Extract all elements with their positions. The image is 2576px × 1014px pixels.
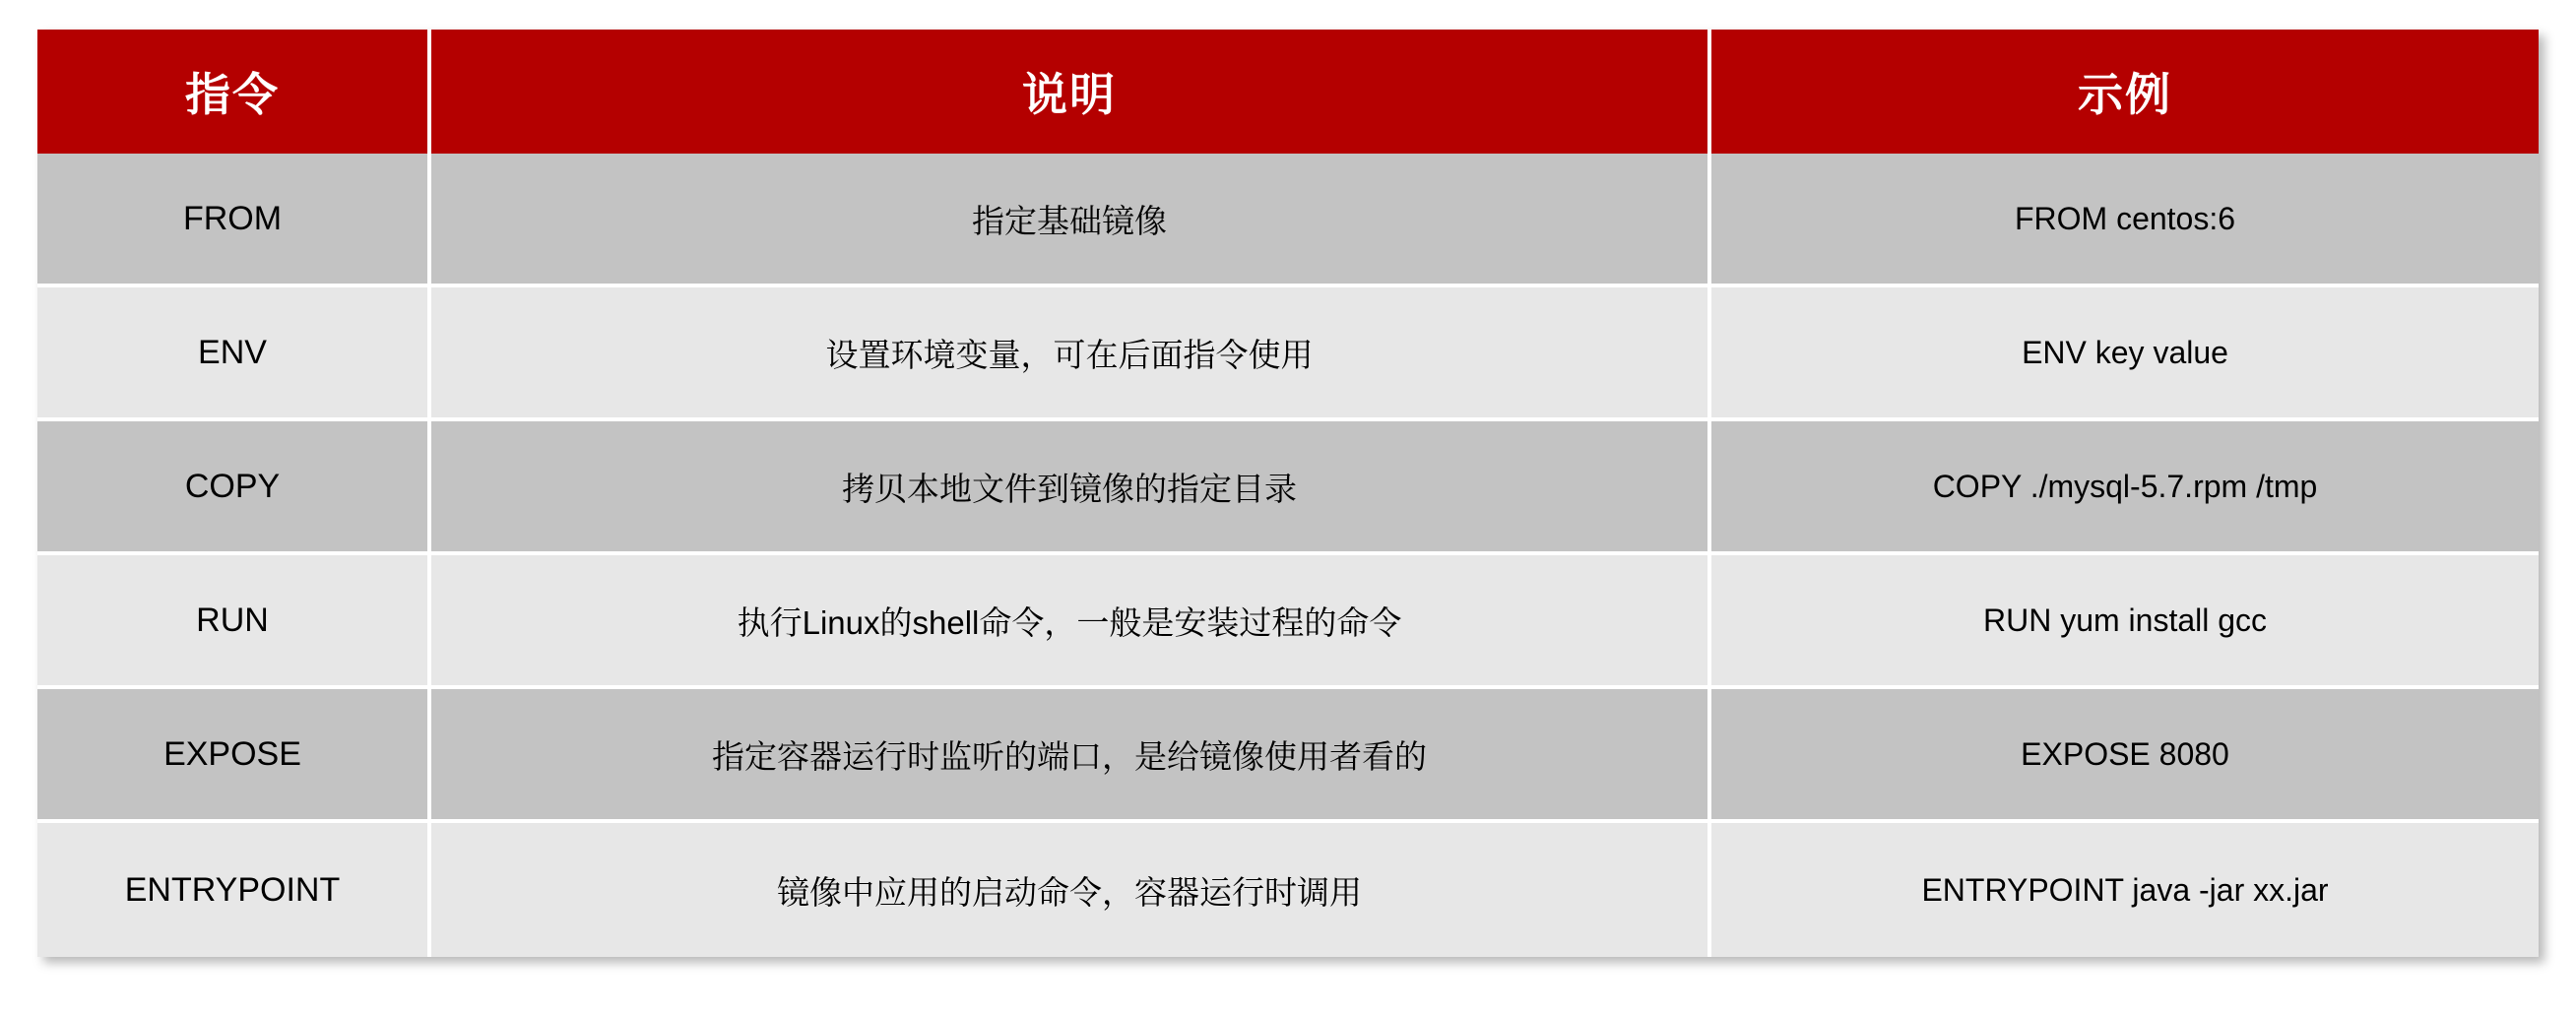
table-row [37,823,2539,957]
table-row [37,287,2539,421]
cell-description: 镜像中应用的启动命令，容器运行时调用 [431,823,1711,957]
column-header-command: 指令 [37,30,431,154]
table-header-row [37,30,2539,154]
cell-description: 指定容器运行时监听的端口，是给镜像使用者看的 [431,689,1711,823]
table-body [37,154,2539,957]
cell-example: RUN yum install gcc [1711,555,2539,689]
cell-description: 设置环境变量，可在后面指令使用 [431,287,1711,421]
cell-example: FROM centos:6 [1711,154,2539,287]
cell-example: ENV key value [1711,287,2539,421]
table-header [37,30,2539,154]
table-row [37,555,2539,689]
cell-description: 执行Linux的shell命令，一般是安装过程的命令 [431,555,1711,689]
table-row [37,689,2539,823]
cell-command: FROM [37,154,431,287]
column-header-description: 说明 [431,30,1711,154]
cell-example: ENTRYPOINT java -jar xx.jar [1711,823,2539,957]
cell-description: 指定基础镜像 [431,154,1711,287]
table-row [37,421,2539,555]
dockerfile-instruction-table [37,30,2539,957]
cell-command: ENTRYPOINT [37,823,431,957]
cell-command: EXPOSE [37,689,431,823]
cell-example: COPY ./mysql-5.7.rpm /tmp [1711,421,2539,555]
column-header-example: 示例 [1711,30,2539,154]
cell-example: EXPOSE 8080 [1711,689,2539,823]
table-row [37,154,2539,287]
cell-command: COPY [37,421,431,555]
cell-command: ENV [37,287,431,421]
cell-command: RUN [37,555,431,689]
cell-description: 拷贝本地文件到镜像的指定目录 [431,421,1711,555]
